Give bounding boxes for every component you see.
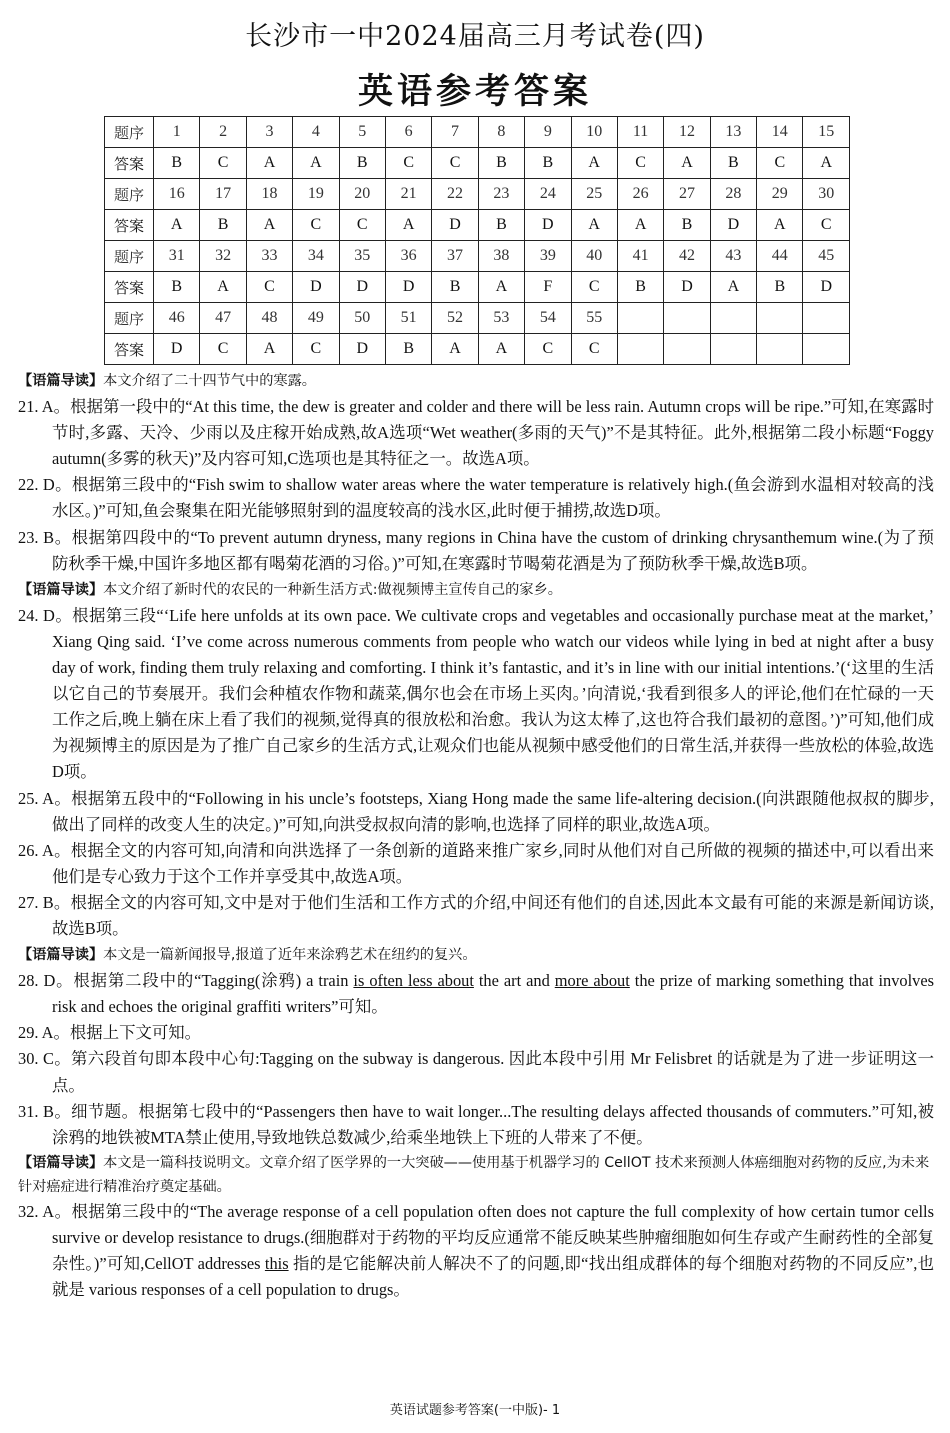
question-number: 48 [246, 303, 292, 334]
question-number: 43 [710, 241, 756, 272]
answer-letter: A [478, 334, 524, 365]
answer-letter: C [246, 272, 292, 303]
row-label: 题序 [105, 241, 154, 272]
passage-intro-4 [18, 1151, 934, 1199]
answer-letter: C [803, 210, 850, 241]
explanation-28 [18, 968, 934, 1020]
intro-text: 本文是一篇科技说明文。文章介绍了医学界的一大突破——使用基于机器学习的 CellOT 技术来预测人体癌细胞对药物的反应,为未来针对癌症进行精准治疗奠定基础。 [18, 1154, 930, 1195]
passage-intro-1 [18, 368, 934, 394]
question-number: 29 [757, 179, 803, 210]
question-number: 27 [664, 179, 710, 210]
question-number: 51 [385, 303, 431, 334]
answer-letter: D [710, 210, 756, 241]
answer-letter: A [246, 210, 292, 241]
answer-letter [803, 334, 850, 365]
question-number [710, 303, 756, 334]
answer-letter: B [200, 210, 246, 241]
explanation-text: the art and [473, 971, 555, 991]
question-number: 54 [525, 303, 571, 334]
explanation-29: 29. A。根据上下文可知。 [18, 1023, 202, 1043]
question-number: 24 [525, 179, 571, 210]
question-number: 25 [571, 179, 617, 210]
explanation-22: 22. D。根据第三段中的“Fish swim to shallow water areas where the water temperature is relatively high.(鱼会游到水温相对较高的浅水区。)”可知,鱼会聚集在阳光能够照射到的温度较高的浅水区,此时便于捕捞,故选D项。 [18, 475, 934, 521]
question-number [617, 303, 663, 334]
question-number: 23 [478, 179, 524, 210]
question-number: 39 [525, 241, 571, 272]
question-number: 40 [571, 241, 617, 272]
question-number: 12 [664, 117, 710, 148]
question-number: 34 [293, 241, 339, 272]
question-number: 20 [339, 179, 385, 210]
answer-letter: B [432, 272, 478, 303]
answer-letter: C [293, 334, 339, 365]
question-number: 41 [617, 241, 663, 272]
question-number: 6 [385, 117, 431, 148]
question-number: 55 [571, 303, 617, 334]
answer-letter: A [200, 272, 246, 303]
question-number: 52 [432, 303, 478, 334]
answer-letter: A [757, 210, 803, 241]
answer-letter: B [385, 334, 431, 365]
underlined-phrase: is often less about [353, 971, 474, 991]
answer-letter: B [339, 148, 385, 179]
answer-letter: C [339, 210, 385, 241]
answer-letter: F [525, 272, 571, 303]
answer-letter: A [246, 334, 292, 365]
answer-letter [664, 334, 710, 365]
question-number: 53 [478, 303, 524, 334]
answer-letter: A [154, 210, 200, 241]
answer-letter: A [571, 148, 617, 179]
row-label: 答案 [105, 272, 154, 303]
answer-letter: C [293, 210, 339, 241]
question-number: 10 [571, 117, 617, 148]
question-number: 22 [432, 179, 478, 210]
answer-letter: A [478, 272, 524, 303]
intro-tag: 【语篇导读】 [18, 581, 104, 598]
question-number: 17 [200, 179, 246, 210]
answer-letter: A [246, 148, 292, 179]
explanation-26: 26. A。根据全文的内容可知,向清和向洪选择了一条创新的道路来推广家乡,同时从他们对自己所做的视频的描述中,可以看出来他们是专心致力于这个工作并享受其中,故选A项。 [18, 840, 934, 886]
underlined-phrase: more about [554, 971, 630, 991]
answer-letter: C [571, 272, 617, 303]
question-number: 38 [478, 241, 524, 272]
question-number [803, 303, 850, 334]
question-number: 46 [154, 303, 200, 334]
question-number: 2 [200, 117, 246, 148]
row-label: 答案 [105, 148, 154, 179]
passage-intro-2 [18, 577, 934, 603]
question-number: 31 [154, 241, 200, 272]
explanation-31: 31. B。细节题。根据第七段中的“Passengers then have to wait longer...The resulting delays affected thousands of commuters.”可知,被涂鸦的地铁被MTA禁止使用,导致地铁总数减少,给乘坐地铁上下班的人带来了不便。 [18, 1101, 934, 1147]
question-number: 15 [803, 117, 850, 148]
answer-row [105, 210, 850, 241]
question-number: 30 [803, 179, 850, 210]
answer-letter: B [710, 148, 756, 179]
answer-letter: C [525, 334, 571, 365]
intro-text: 本文介绍了二十四节气中的寒露。 [103, 373, 316, 389]
answer-letter: A [803, 148, 850, 179]
explanation-21: 21. A。根据第一段中的“At this time, the dew is greater and colder and there will be less rain. Autumn crops will be ripe.”可知,在寒露时节时,多露、天冷、少雨以及庄稼开始成熟,故A选项“Wet weather(多雨的天气)”不是其特征。此外,根据第二段小标题“Foggy autumn(多雾的秋天)”及内容可知,C选项也是其特征之一。故选A项。 [18, 397, 934, 469]
answer-letter: A [617, 210, 663, 241]
answer-letter: D [525, 210, 571, 241]
explanation-25: 25. A。根据第五段中的“Following in his uncle’s footsteps, Xiang Hong made the same life-altering decision.(向洪跟随他叔叔的脚步,做出了同样的改变人生的决定。)”可知,向洪受叔叔向清的影响,也选择了同样的职业,故选A项。 [18, 788, 934, 834]
question-number: 32 [200, 241, 246, 272]
explanation-text: 28. D。根据第二段中的“Tagging(涂鸦) a train [18, 971, 354, 991]
answer-letter: C [200, 334, 246, 365]
answer-table [104, 116, 850, 365]
explanations [18, 368, 934, 1303]
answer-letter [757, 334, 803, 365]
answer-letter: D [385, 272, 431, 303]
answer-letter: A [293, 148, 339, 179]
answer-letter: B [154, 148, 200, 179]
question-number: 16 [154, 179, 200, 210]
question-number: 5 [339, 117, 385, 148]
question-number: 36 [385, 241, 431, 272]
question-row [105, 117, 850, 148]
answer-letter: A [385, 210, 431, 241]
answer-key-heading: 英语参考答案 [357, 72, 592, 112]
answer-letter: C [385, 148, 431, 179]
question-row [105, 303, 850, 334]
question-number: 47 [200, 303, 246, 334]
page-footer: 英语试题参考答案(一中版)- 1 [389, 1403, 561, 1418]
answer-letter: B [478, 210, 524, 241]
passage-intro-3 [18, 942, 934, 968]
answer-row [105, 272, 850, 303]
question-number: 42 [664, 241, 710, 272]
question-row [105, 179, 850, 210]
question-number: 33 [246, 241, 292, 272]
explanation-24: 24. D。根据第三段“‘Life here unfolds at its own pace. We cultivate crops and vegetables and occasionally purchase meat at the market,’ Xiang Qing said. ‘I’ve come across numerous comments from people who watch our videos while lying in bed at night after a busy day of work, finding them truly relaxing and comforting. I think it’s fantastic, and it’s in line with our initial intentions.’(‘这里的生活以它自己的节奏展开。我们会种植农作物和蔬菜,偶尔也会在市场上买肉。’向清说,‘我看到很多人的评论,他们在忙碌的一天工作之后,晚上躺在床上看了我们的视频,觉得真的很放松和治愈。我认为这太棒了,这也符合我们最初的意图。’)”可知,他们成为视频博主的原因是为了推广自己家乡的生活方式,让观众们也能从视频中感受他们的日常生活,并获得一些放松的体验,故选D项。 [18, 605, 934, 782]
intro-tag: 【语篇导读】 [18, 947, 104, 964]
question-number [664, 303, 710, 334]
answer-letter: C [757, 148, 803, 179]
question-number: 14 [757, 117, 803, 148]
intro-tag: 【语篇导读】 [18, 1154, 104, 1171]
question-number [757, 303, 803, 334]
question-number: 37 [432, 241, 478, 272]
question-number: 21 [385, 179, 431, 210]
explanation-text: 32. A。根据第三段中的“The average response of a cell population often does not capture the full complexity of how certain tumor cells survive or develop resistance to drugs.(细胞群对于药物的平均反应通常不能反映某些肿瘤细胞如何生存或产生耐药性的全部复杂性。)”可知,CellOT addresses [18, 1201, 934, 1273]
explanation-27: 27. B。根据全文的内容可知,文中是对于他们生活和工作方式的介绍,中间还有他们的自述,因此本文最有可能的来源是新闻访谈,故选B项。 [18, 892, 934, 938]
question-number: 28 [710, 179, 756, 210]
exam-title: 长沙市一中2024届高三月考试卷(四) [245, 21, 705, 52]
answer-letter: C [432, 148, 478, 179]
row-label: 答案 [105, 210, 154, 241]
answer-letter: D [339, 334, 385, 365]
answer-letter: D [293, 272, 339, 303]
answer-letter [710, 334, 756, 365]
answer-letter: D [339, 272, 385, 303]
answer-letter: A [432, 334, 478, 365]
answer-letter: D [664, 272, 710, 303]
answer-letter: A [710, 272, 756, 303]
question-number: 9 [525, 117, 571, 148]
question-number: 35 [339, 241, 385, 272]
question-number: 19 [293, 179, 339, 210]
question-number: 18 [246, 179, 292, 210]
answer-letter: D [803, 272, 850, 303]
answer-letter: A [571, 210, 617, 241]
intro-tag: 【语篇导读】 [18, 373, 104, 389]
answer-letter: A [664, 148, 710, 179]
question-number: 1 [154, 117, 200, 148]
answer-row [105, 334, 850, 365]
answer-letter: D [154, 334, 200, 365]
answer-letter: B [617, 272, 663, 303]
question-number: 4 [293, 117, 339, 148]
answer-letter: D [432, 210, 478, 241]
explanation-30: 30. C。第六段首句即本段中心句:Tagging on the subway is dangerous. 因此本段中引用 Mr Felisbret 的话就是为了进一步证明这一点。 [18, 1049, 934, 1095]
question-number: 3 [246, 117, 292, 148]
answer-letter: B [525, 148, 571, 179]
question-number: 8 [478, 117, 524, 148]
question-number: 7 [432, 117, 478, 148]
answer-row [105, 148, 850, 179]
question-number: 26 [617, 179, 663, 210]
answer-letter: C [617, 148, 663, 179]
answer-letter: C [571, 334, 617, 365]
explanation-text: the prize of marking something that involves risk and echoes the original graffiti writers”可知。 [52, 971, 935, 1017]
question-number: 45 [803, 241, 850, 272]
underlined-phrase: this [264, 1254, 289, 1273]
answer-letter: B [154, 272, 200, 303]
intro-text: 本文介绍了新时代的农民的一种新生活方式:做视频博主宣传自己的家乡。 [103, 581, 562, 598]
question-row [105, 241, 850, 272]
row-label: 答案 [105, 334, 154, 365]
question-number: 11 [617, 117, 663, 148]
question-number: 50 [339, 303, 385, 334]
answer-letter: C [200, 148, 246, 179]
row-label: 题序 [105, 179, 154, 210]
question-number: 49 [293, 303, 339, 334]
row-label: 题序 [105, 117, 154, 148]
answer-letter: B [478, 148, 524, 179]
explanation-32 [18, 1199, 934, 1303]
question-number: 44 [757, 241, 803, 272]
intro-text: 本文是一篇新闻报导,报道了近年来涂鸦艺术在纽约的复兴。 [103, 947, 477, 964]
answer-letter: B [757, 272, 803, 303]
answer-letter [617, 334, 663, 365]
explanation-23: 23. B。根据第四段中的“To prevent autumn dryness, many regions in China have the custom of drinking chrysanthemum wine.(为了预防秋季干燥,中国许多地区都有喝菊花酒的习俗。)”可知,在寒露时节喝菊花酒是为了预防秋季干燥,故选B项。 [18, 527, 934, 573]
row-label: 题序 [105, 303, 154, 334]
answer-letter: B [664, 210, 710, 241]
question-number: 13 [710, 117, 756, 148]
explanation-text: 指的是它能解决前人解决不了的问题,即“找出组成群体的每个细胞对药物的不同反应”,也就是 various responses of a cell population to drugs。 [52, 1254, 934, 1300]
